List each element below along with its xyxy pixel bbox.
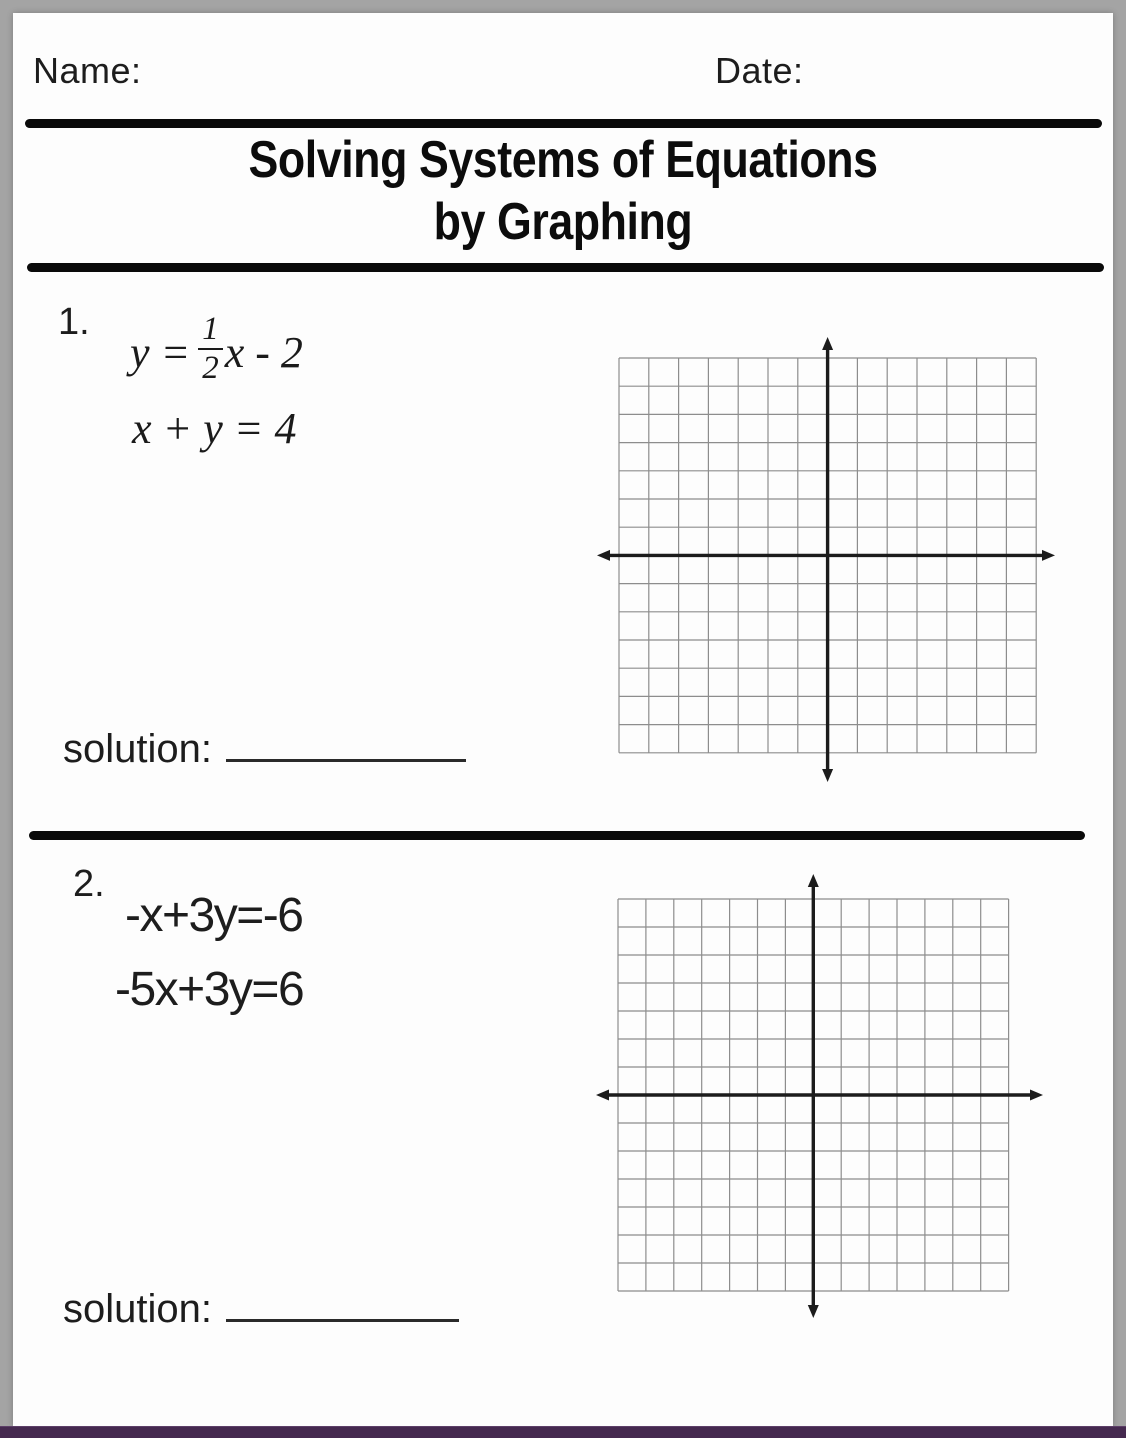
graph-2-grid[interactable] <box>593 868 1049 1326</box>
solution-1-row <box>63 725 466 772</box>
problem-2-equations <box>115 879 303 1027</box>
worksheet-page <box>13 13 1113 1427</box>
graph-1-grid[interactable] <box>593 330 1061 790</box>
solution-1-label: solution: <box>63 727 212 771</box>
solution-1-blank[interactable] <box>226 725 466 762</box>
title-line-2: by Graphing <box>433 193 693 251</box>
problem-1-equation-1 <box>130 308 303 396</box>
fraction-numerator: 1 <box>198 312 223 350</box>
footer-bar <box>0 1426 1126 1438</box>
problem-1-number: 1. <box>58 301 90 343</box>
title-line-1: Solving Systems of Equations <box>248 131 878 189</box>
worksheet-title <box>13 129 1113 253</box>
fraction <box>198 312 223 385</box>
name-label: Name: <box>33 50 142 91</box>
equation-lhs: y = <box>130 327 191 377</box>
section-divider <box>29 831 1085 840</box>
solution-2-blank[interactable] <box>226 1285 459 1322</box>
problem-2-equation-2: -5x+3y=6 <box>115 963 304 1016</box>
equation-rhs: x - 2 <box>224 327 303 377</box>
fraction-denominator: 2 <box>202 350 219 386</box>
header-rule-top <box>25 119 1102 128</box>
problem-2-equation-1: -x+3y=-6 <box>125 889 303 942</box>
header-rule-bottom <box>27 263 1104 272</box>
problem-1-equation-2: x + y = 4 <box>132 404 297 453</box>
date-label: Date: <box>715 50 804 91</box>
solution-2-row <box>63 1285 459 1332</box>
solution-2-label: solution: <box>63 1287 212 1331</box>
problem-2-number: 2. <box>73 863 105 905</box>
problem-1-equations <box>130 308 303 455</box>
